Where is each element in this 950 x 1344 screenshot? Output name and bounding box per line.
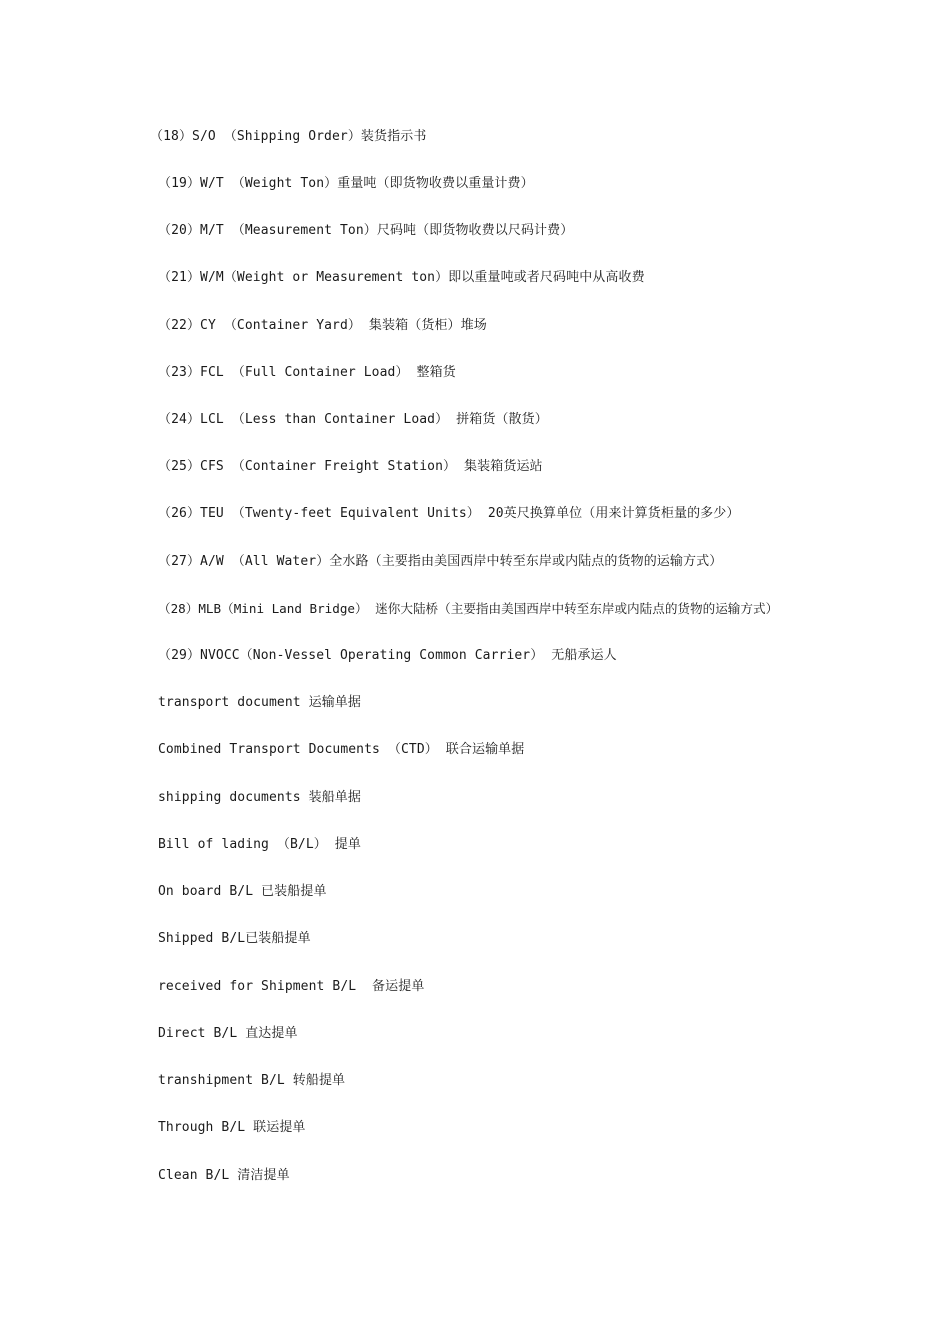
text-line: Combined Transport Documents （CTD） 联合运输单据 bbox=[158, 742, 525, 757]
text-line: Bill of lading （B/L） 提单 bbox=[158, 837, 362, 852]
text-line: On board B/L 已装船提单 bbox=[158, 884, 327, 899]
text-line: （28）MLB（Mini Land Bridge） 迷你大陆桥（主要指由美国西岸中转至东岸或内陆点的货物的运输方式） bbox=[158, 601, 779, 616]
text-line: （29）NVOCC（Non-Vessel Operating Common Carrier） 无船承运人 bbox=[158, 648, 617, 663]
text-line: （24）LCL （Less than Container Load） 拼箱货（散货） bbox=[158, 412, 548, 427]
text-line: （18）S/O （Shipping Order）装货指示书 bbox=[150, 129, 427, 144]
text-line: （19）W/T （Weight Ton）重量吨（即货物收费以重量计费） bbox=[158, 176, 534, 191]
text-line: transport document 运输单据 bbox=[158, 695, 362, 710]
text-line: （25）CFS （Container Freight Station） 集装箱货运站 bbox=[158, 459, 543, 474]
text-line: （27）A/W （All Water）全水路（主要指由美国西岸中转至东岸或内陆点的货物的运输方式） bbox=[158, 554, 723, 569]
text-line: Through B/L 联运提单 bbox=[158, 1120, 306, 1135]
text-line: Clean B/L 清洁提单 bbox=[158, 1168, 290, 1183]
text-line: Direct B/L 直达提单 bbox=[158, 1026, 298, 1041]
text-line: （20）M/T （Measurement Ton）尺码吨（即货物收费以尺码计费） bbox=[158, 223, 574, 238]
text-line: shipping documents 装船单据 bbox=[158, 790, 362, 805]
text-line: transhipment B/L 转船提单 bbox=[158, 1073, 346, 1088]
text-line: （22）CY （Container Yard） 集装箱（货柜）堆场 bbox=[158, 318, 487, 333]
text-line: （26）TEU （Twenty-feet Equivalent Units） 20英尺换算单位（用来计算货柜量的多少） bbox=[158, 506, 740, 521]
text-line: received for Shipment B/L 备运提单 bbox=[158, 979, 425, 994]
text-line: （23）FCL （Full Container Load） 整箱货 bbox=[158, 365, 456, 380]
text-line: （21）W/M（Weight or Measurement ton）即以重量吨或者尺码吨中从高收费 bbox=[158, 270, 645, 285]
text-line: Shipped B/L已装船提单 bbox=[158, 931, 311, 946]
